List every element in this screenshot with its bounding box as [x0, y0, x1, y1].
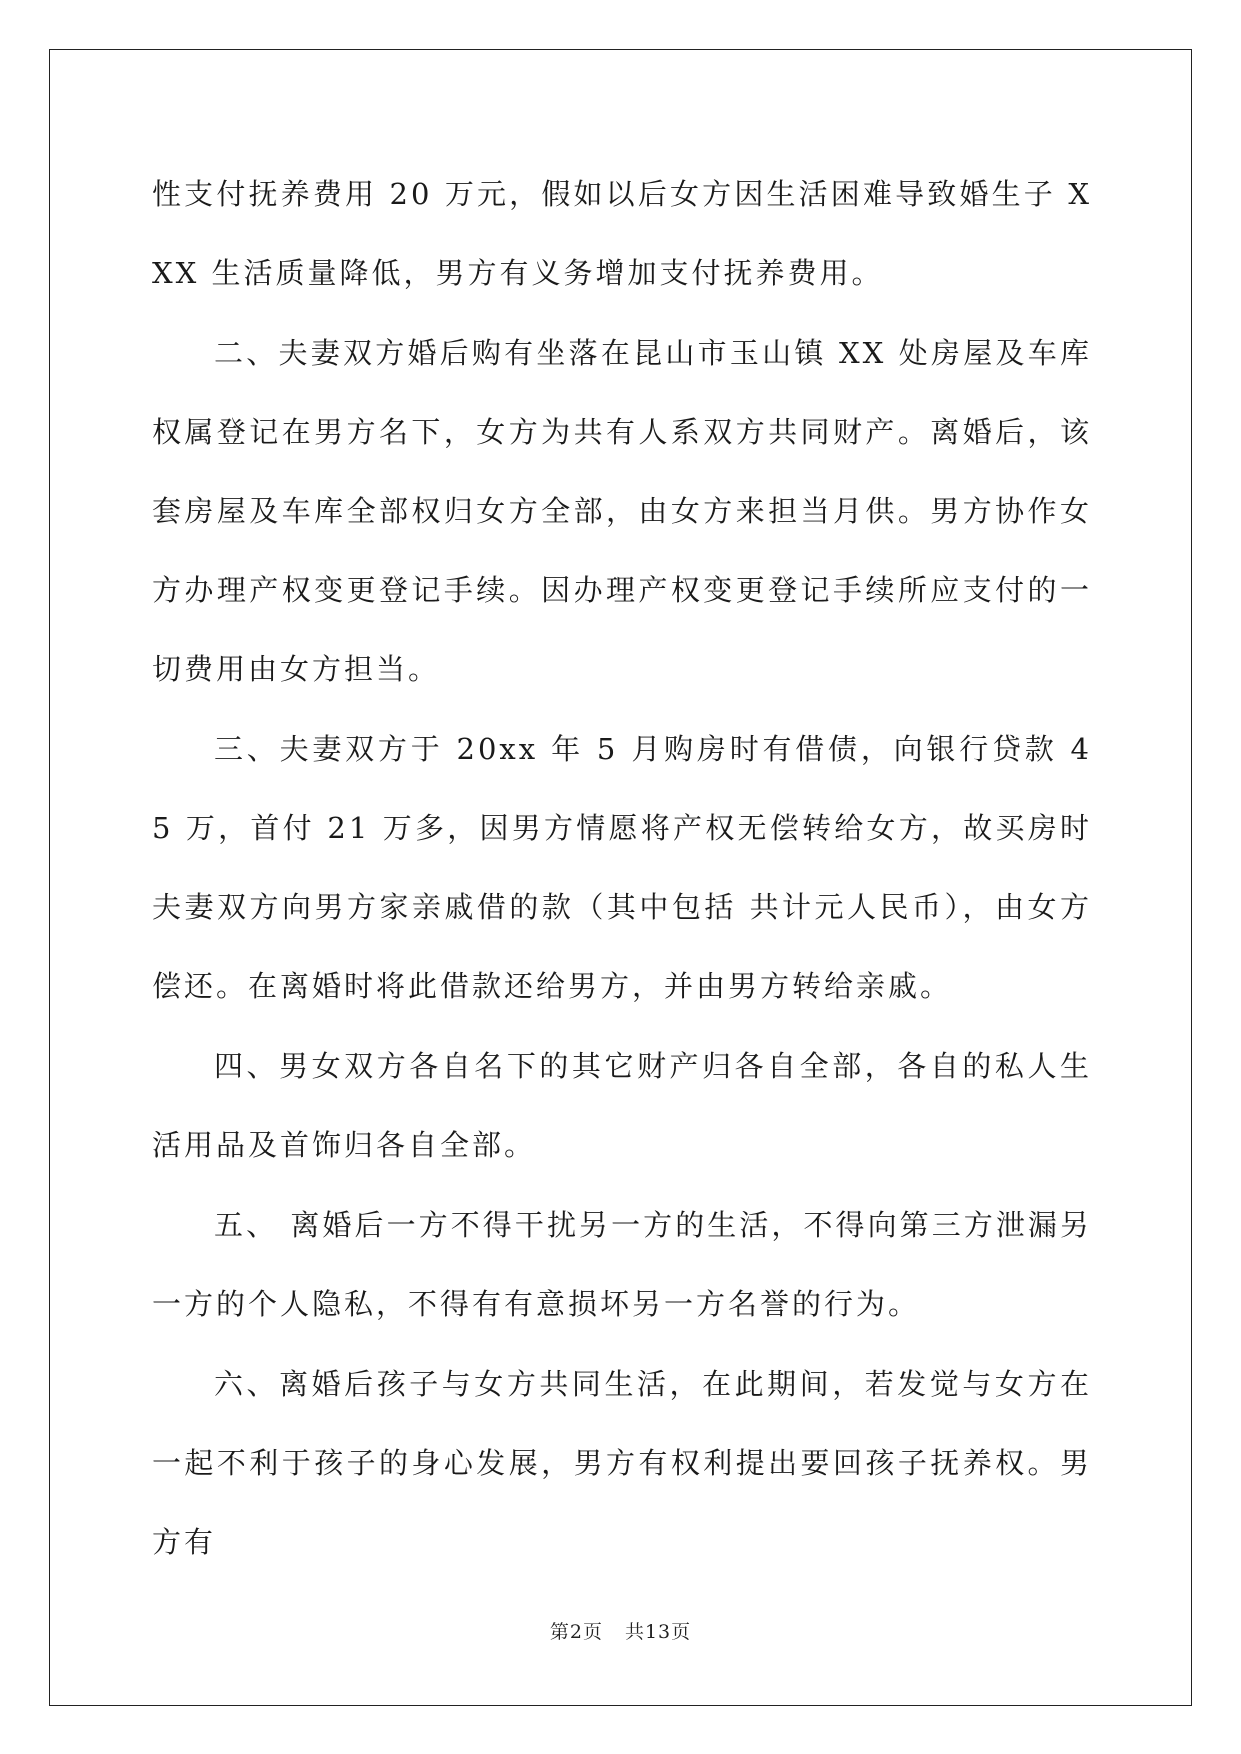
paragraph-clause-3: 三、夫妻双方于 20xx 年 5 月购房时有借债，向银行贷款 45 万，首付 21 万多，因男方情愿将产权无偿转给女方，故买房时夫妻双方向男方家亲戚借的款（其中包括 共计元人民币），由女方偿还。在离婚时将此借款还给男方，并由男方转给亲戚。	[152, 732, 1092, 1003]
page-total: 共13页	[624, 1621, 692, 1643]
page-number: 第2页	[549, 1621, 603, 1643]
document-body	[152, 155, 1092, 1583]
page-footer	[0, 1617, 1241, 1644]
paragraph-continued: 性支付抚养费用 20 万元，假如以后女方因生活困难导致婚生子 XXX 生活质量降低，男方有义务增加支付抚养费用。	[152, 177, 1092, 290]
paragraph-clause-2: 二、夫妻双方婚后购有坐落在昆山市玉山镇 XX 处房屋及车库权属登记在男方名下，女方为共有人系双方共同财产。离婚后，该套房屋及车库全部权归女方全部，由女方来担当月供。男方协作女方办理产权变更登记手续。因办理产权变更登记手续所应支付的一切费用由女方担当。	[152, 336, 1092, 686]
paragraph-clause-5: 五、 离婚后一方不得干扰另一方的生活，不得向第三方泄漏另一方的个人隐私，不得有有意损坏另一方名誉的行为。	[152, 1208, 1092, 1321]
paragraph-clause-4: 四、男女双方各自名下的其它财产归各自全部，各自的私人生活用品及首饰归各自全部。	[152, 1049, 1092, 1162]
paragraph-clause-6: 六、离婚后孩子与女方共同生活，在此期间，若发觉与女方在一起不利于孩子的身心发展，男方有权利提出要回孩子抚养权。男方有	[152, 1367, 1092, 1559]
